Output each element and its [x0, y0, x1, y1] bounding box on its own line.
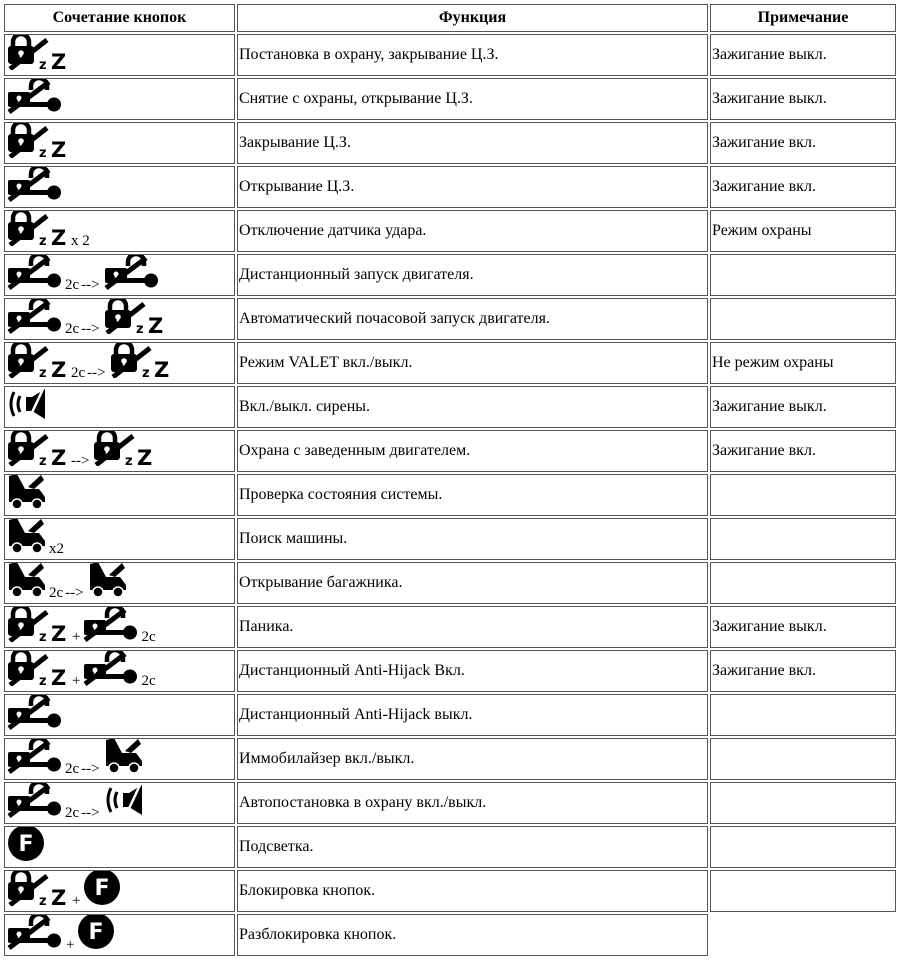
function-cell: Поиск машины.: [237, 518, 708, 560]
button-combination: [7, 651, 234, 691]
press-modifier: 2с: [65, 761, 80, 777]
svg-text:F: F: [88, 920, 104, 945]
button-combination-cell: [4, 78, 235, 120]
svg-text:Z: Z: [51, 622, 67, 642]
button-combination: [7, 387, 234, 427]
button-combination-cell: [4, 210, 235, 252]
lock-icon: [7, 606, 69, 647]
button-combination: [7, 211, 234, 251]
svg-text:Z: Z: [51, 446, 67, 466]
plus-sign: +: [66, 937, 75, 953]
unlock-icon: [7, 78, 63, 119]
then-arrow: -->: [87, 365, 106, 381]
trunk-icon: [7, 518, 47, 559]
press-modifier: x2: [49, 541, 64, 557]
table-row: [4, 870, 896, 912]
button-combination-cell: [4, 562, 235, 604]
function-cell: Дистанционный Anti-Hijack выкл.: [237, 694, 708, 736]
function-cell: Автопостановка в охрану вкл./выкл.: [237, 782, 708, 824]
function-cell: Дистанционный запуск двигателя.: [237, 254, 708, 296]
unlock-icon: [7, 914, 63, 955]
function-cell: Открывание багажника.: [237, 562, 708, 604]
svg-text:Z: Z: [51, 226, 67, 246]
button-combination-cell: [4, 474, 235, 516]
lock-icon: [110, 342, 172, 383]
note-cell: [710, 914, 896, 956]
button-combination-cell: [4, 518, 235, 560]
note-cell: [710, 738, 896, 780]
button-combination-cell: [4, 254, 235, 296]
button-combination-cell: [4, 738, 235, 780]
siren-icon: [104, 782, 148, 823]
note-cell: [710, 694, 896, 736]
press-modifier: 2с: [71, 365, 86, 381]
button-combination: [7, 607, 234, 647]
function-cell: Паника.: [237, 606, 708, 648]
note-cell: [710, 870, 896, 912]
note-cell: [710, 782, 896, 824]
table-row: [4, 606, 896, 648]
button-combination: [7, 299, 234, 339]
button-combination: [7, 35, 234, 75]
then-arrow: -->: [81, 277, 100, 293]
button-combination-cell: [4, 870, 235, 912]
svg-text:z: z: [39, 454, 47, 466]
function-f-icon: [83, 870, 121, 911]
table-row: [4, 914, 896, 956]
button-combination-cell: [4, 694, 235, 736]
plus-sign: +: [72, 629, 81, 645]
note-cell: Зажигание вкл.: [710, 430, 896, 472]
svg-text:z: z: [141, 366, 150, 378]
button-combination-cell: [4, 298, 235, 340]
then-arrow: -->: [81, 761, 100, 777]
note-cell: [710, 562, 896, 604]
button-combination: [7, 79, 234, 119]
table-row: [4, 518, 896, 560]
table-row: [4, 298, 896, 340]
button-combination-cell: [4, 782, 235, 824]
note-cell: [710, 298, 896, 340]
table-row: [4, 826, 896, 868]
button-combination-cell: [4, 826, 235, 868]
press-modifier: 2с: [65, 805, 80, 821]
button-combination: [7, 695, 234, 735]
then-arrow: -->: [81, 321, 100, 337]
table-row: [4, 122, 896, 164]
note-cell: Зажигание вкл.: [710, 166, 896, 208]
table-row: [4, 166, 896, 208]
function-cell: Дистанционный Anti-Hijack Вкл.: [237, 650, 708, 692]
button-combination-cell: [4, 122, 235, 164]
button-combination-cell: [4, 34, 235, 76]
lock-icon: [104, 298, 166, 339]
button-combination: [7, 827, 234, 867]
svg-text:z: z: [39, 234, 47, 246]
unlock-icon: [83, 650, 139, 691]
trunk-icon: [104, 738, 144, 779]
siren-icon: [7, 386, 51, 427]
svg-text:z: z: [39, 58, 47, 70]
press-modifier: 2с: [65, 321, 80, 337]
unlock-icon: [104, 254, 160, 295]
table-row: [4, 430, 896, 472]
svg-text:Z: Z: [51, 886, 67, 906]
trunk-icon: [88, 562, 128, 603]
function-cell: Режим VALET вкл./выкл.: [237, 342, 708, 384]
button-combination: [7, 475, 234, 515]
svg-text:Z: Z: [51, 666, 67, 686]
trunk-icon: [7, 474, 47, 515]
lock-icon: [93, 430, 155, 471]
svg-text:F: F: [18, 832, 34, 857]
table-row: [4, 210, 896, 252]
function-cell: Охрана с заведенным двигателем.: [237, 430, 708, 472]
button-combination-cell: [4, 386, 235, 428]
press-modifier: x 2: [71, 233, 90, 249]
note-cell: Зажигание вкл.: [710, 650, 896, 692]
note-cell: [710, 826, 896, 868]
press-modifier: 2с: [141, 673, 156, 689]
button-combination-cell: [4, 166, 235, 208]
table-row: [4, 694, 896, 736]
note-cell: Зажигание выкл.: [710, 386, 896, 428]
svg-text:z: z: [125, 454, 134, 466]
note-cell: [710, 474, 896, 516]
table-row: [4, 650, 896, 692]
unlock-icon: [7, 782, 63, 823]
then-arrow: -->: [81, 805, 100, 821]
table-row: [4, 562, 896, 604]
svg-text:Z: Z: [137, 446, 153, 466]
unlock-icon: [7, 298, 63, 339]
then-arrow: -->: [65, 585, 84, 601]
note-cell: [710, 254, 896, 296]
table-row: [4, 474, 896, 516]
note-cell: Зажигание выкл.: [710, 34, 896, 76]
table-row: [4, 342, 896, 384]
svg-text:Z: Z: [147, 314, 163, 334]
button-combination-cell: [4, 606, 235, 648]
note-cell: Зажигание выкл.: [710, 78, 896, 120]
button-combination-cell: [4, 342, 235, 384]
press-modifier: 2с: [141, 629, 156, 645]
unlock-icon: [7, 166, 63, 207]
unlock-icon: [7, 694, 63, 735]
button-combination: [7, 563, 234, 603]
button-combination: [7, 167, 234, 207]
button-combination: [7, 871, 234, 911]
table-row: [4, 78, 896, 120]
button-combination: [7, 431, 234, 471]
lock-icon: [7, 342, 69, 383]
table-row: [4, 386, 896, 428]
function-cell: Постановка в охрану, закрывание Ц.З.: [237, 34, 708, 76]
note-cell: Не режим охраны: [710, 342, 896, 384]
lock-icon: [7, 210, 69, 251]
svg-text:Z: Z: [51, 358, 67, 378]
button-combination: [7, 739, 234, 779]
function-cell: Автоматический почасовой запуск двигателя.: [237, 298, 708, 340]
button-combination-cell: [4, 650, 235, 692]
lock-icon: [7, 870, 69, 911]
plus-sign: +: [72, 673, 81, 689]
function-cell: Отключение датчика удара.: [237, 210, 708, 252]
table-body: [4, 34, 896, 956]
function-f-icon: [77, 914, 115, 955]
svg-text:z: z: [39, 894, 47, 906]
button-combination: [7, 123, 234, 163]
function-cell: Подсветка.: [237, 826, 708, 868]
table-row: [4, 254, 896, 296]
function-cell: Снятие с охраны, открывание Ц.З.: [237, 78, 708, 120]
function-cell: Блокировка кнопок.: [237, 870, 708, 912]
svg-text:z: z: [39, 146, 47, 158]
header-row: [4, 4, 896, 32]
button-combination: [7, 519, 234, 559]
lock-icon: [7, 650, 69, 691]
unlock-icon: [7, 738, 63, 779]
note-cell: Режим охраны: [710, 210, 896, 252]
table-row: [4, 34, 896, 76]
button-combination: [7, 783, 234, 823]
unlock-icon: [7, 254, 63, 295]
button-combination: [7, 343, 234, 383]
button-combination: [7, 915, 234, 955]
header-buttons: Сочетание кнопок: [4, 4, 235, 32]
note-cell: Зажигание вкл.: [710, 122, 896, 164]
function-cell: Иммобилайзер вкл./выкл.: [237, 738, 708, 780]
button-combination: [7, 255, 234, 295]
svg-text:z: z: [135, 322, 144, 334]
header-function: Функция: [237, 4, 708, 32]
lock-icon: [7, 122, 69, 163]
svg-text:z: z: [39, 630, 47, 642]
svg-text:z: z: [39, 366, 47, 378]
button-combination-cell: [4, 914, 235, 956]
function-cell: Вкл./выкл. сирены.: [237, 386, 708, 428]
header-note: Примечание: [710, 4, 896, 32]
function-f-icon: [7, 826, 45, 867]
lock-icon: [7, 34, 69, 75]
svg-text:Z: Z: [153, 358, 169, 378]
table-row: [4, 782, 896, 824]
then-arrow: -->: [71, 453, 90, 469]
button-combination-cell: [4, 430, 235, 472]
svg-text:F: F: [94, 876, 110, 901]
button-combinations-table: [2, 2, 898, 958]
lock-icon: [7, 430, 69, 471]
table-row: [4, 738, 896, 780]
function-cell: Закрывание Ц.З.: [237, 122, 708, 164]
press-modifier: 2с: [49, 585, 64, 601]
function-cell: Проверка состояния системы.: [237, 474, 708, 516]
trunk-icon: [7, 562, 47, 603]
svg-text:Z: Z: [51, 50, 67, 70]
plus-sign: +: [72, 893, 81, 909]
function-cell: Открывание Ц.З.: [237, 166, 708, 208]
unlock-icon: [83, 606, 139, 647]
svg-text:z: z: [39, 674, 47, 686]
press-modifier: 2с: [65, 277, 80, 293]
function-cell: Разблокировка кнопок.: [237, 914, 708, 956]
note-cell: Зажигание выкл.: [710, 606, 896, 648]
note-cell: [710, 518, 896, 560]
svg-text:Z: Z: [51, 138, 67, 158]
